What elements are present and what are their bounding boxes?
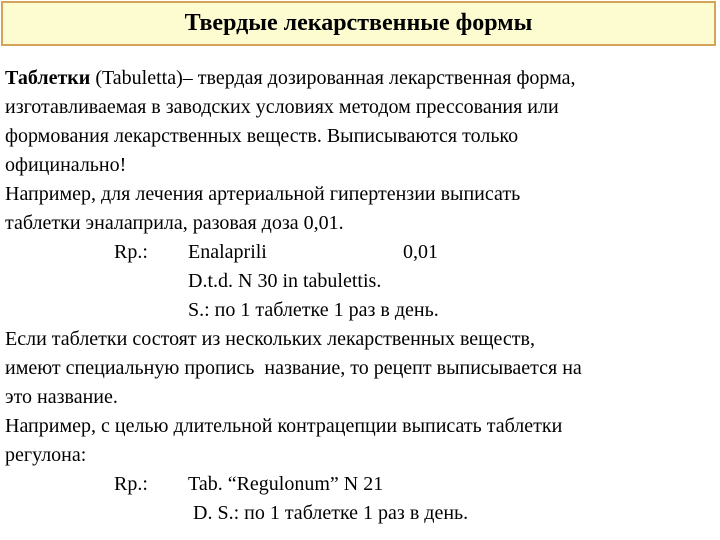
- paragraph-1-line-3: формования лекарственных веществ. Выписываются только: [5, 125, 519, 147]
- example-1-line-1: Например, для лечения артериальной гипертензии выписать: [5, 183, 521, 205]
- prescription-2-prefix: Rp.:: [114, 473, 148, 495]
- paragraph-1-line-4: официнально!: [5, 154, 127, 176]
- title-banner: [1, 1, 716, 46]
- prescription-2-line-1: [5, 470, 717, 499]
- prescription-1-line-3: [5, 296, 717, 325]
- prescription-1-line-1: [5, 238, 717, 267]
- paragraph-1-line-1: [5, 64, 717, 93]
- prescription-2-drug: Tab. “Regulonum” N 21: [188, 473, 384, 495]
- paragraph-1-line-2: изготавливаемая в заводских условиях методом прессования или: [5, 96, 559, 118]
- term-tablets: Таблетки: [5, 67, 91, 89]
- prescription-2-signa: D. S.: по 1 таблетке 1 раз в день.: [193, 502, 469, 524]
- paragraph-2-line-3: это название.: [5, 386, 118, 408]
- slide-title: Твердые лекарственные формы: [184, 10, 533, 36]
- prescription-1-line-2: [5, 267, 717, 296]
- prescription-1-quantity: D.t.d. N 30 in tabulettis.: [188, 270, 382, 292]
- prescription-1-prefix: Rp.:: [114, 241, 148, 263]
- paragraph-1-line-1-rest: (Tabuletta)– твердая дозированная лекарственная форма,: [90, 67, 576, 89]
- example-1-line-2: таблетки эналаприла, разовая доза 0,01.: [5, 212, 344, 234]
- prescription-1-dose: 0,01: [403, 241, 438, 263]
- prescription-1-signa: S.: по 1 таблетке 1 раз в день.: [188, 299, 439, 321]
- example-2-line-1: Например, с целью длительной контрацепции выписать таблетки: [5, 415, 563, 437]
- example-2-line-2: регулона:: [5, 444, 87, 466]
- paragraph-2-line-2: имеют специальную пропись название, то рецепт выписывается на: [5, 357, 582, 379]
- prescription-1-drug: Enalaprili: [188, 241, 267, 263]
- paragraph-2-line-1: Если таблетки состоят из нескольких лекарственных веществ,: [5, 328, 535, 350]
- prescription-2-line-2: [5, 499, 717, 528]
- slide-body: [5, 64, 717, 528]
